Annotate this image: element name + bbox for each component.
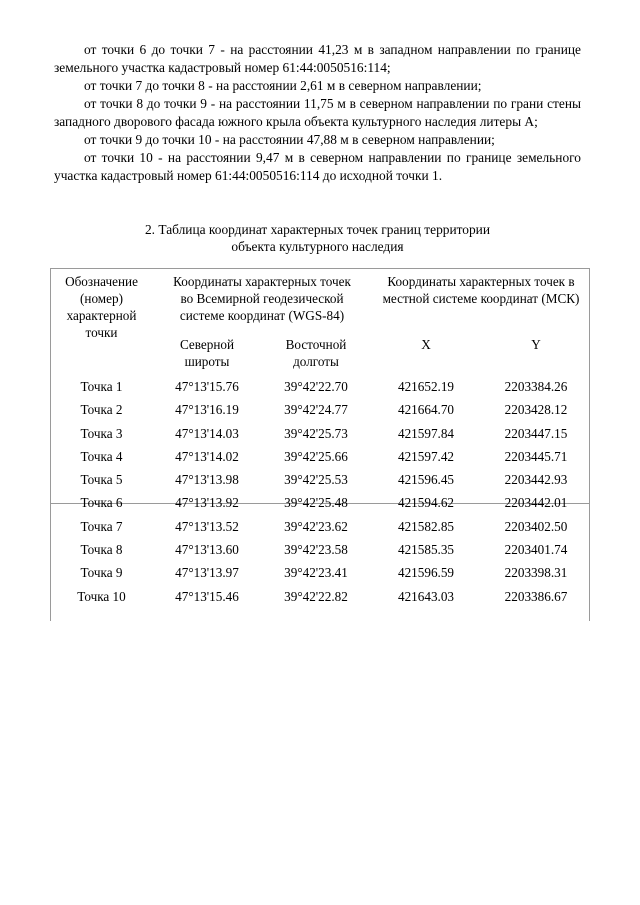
point-longitude: 39°42'23.58 <box>284 542 348 558</box>
point-latitude: 47°13'14.03 <box>175 425 239 441</box>
header-wgs84: Координаты характерных точек во Всемирной геодезической системе координат (WGS-84) <box>173 274 351 323</box>
point-name: Точка 2 <box>80 402 123 418</box>
table-row <box>50 375 591 398</box>
point-y: 2203386.67 <box>504 588 568 604</box>
table-row <box>50 491 591 514</box>
point-latitude: 47°13'13.97 <box>175 565 239 581</box>
point-latitude: 47°13'16.19 <box>175 402 239 418</box>
point-y: 2203428.12 <box>504 402 568 418</box>
point-latitude: 47°13'13.52 <box>175 518 239 534</box>
subheader-x: X <box>421 337 431 352</box>
point-latitude: 47°13'15.46 <box>175 588 239 604</box>
point-x: 421585.35 <box>397 542 455 558</box>
table-title-line: 2. Таблица координат характерных точек границ территории <box>144 222 491 237</box>
point-longitude: 39°42'22.70 <box>284 379 348 394</box>
paragraph: от точки 8 до точки 9 - на расстоянии 11,75 м в северном направлении по грани стены западного дворового фасада южного крыла объекта культурного наследия литеры А; <box>54 96 581 129</box>
point-x: 421582.85 <box>397 518 455 534</box>
point-longitude: 39°42'25.66 <box>284 448 348 464</box>
point-latitude: 47°13'13.60 <box>175 542 239 558</box>
point-longitude: 39°42'24.77 <box>284 402 348 418</box>
point-longitude: 39°42'23.62 <box>284 518 348 534</box>
point-y: 2203384.26 <box>504 379 568 394</box>
point-y: 2203447.15 <box>504 425 568 441</box>
table-row <box>50 561 591 584</box>
point-name: Точка 4 <box>80 448 123 464</box>
point-x: 421597.84 <box>397 425 455 441</box>
paragraph: от точки 9 до точки 10 - на расстоянии 47,88 м в северном направлении; <box>84 132 495 147</box>
point-x: 421596.59 <box>397 565 455 581</box>
subheader-y: Y <box>531 337 541 352</box>
point-x: 421664.70 <box>397 402 455 418</box>
point-name: Точка 1 <box>80 379 123 394</box>
header-msk: Координаты характерных точек в местной системе координат (МСК) <box>382 274 580 306</box>
table-title-line: объекта культурного наследия <box>231 239 404 254</box>
point-x: 421597.42 <box>397 448 455 464</box>
point-longitude: 39°42'22.82 <box>284 588 348 604</box>
paragraph: от точки 6 до точки 7 - на расстоянии 41,23 м в западном направлении по границе земельного участка кадастровый номер 61:44:0050516:114; <box>54 42 581 75</box>
point-latitude: 47°13'13.92 <box>175 495 239 511</box>
table-title <box>54 221 581 255</box>
table-row <box>50 422 591 445</box>
point-latitude: 47°13'13.98 <box>175 472 239 488</box>
point-longitude: 39°42'25.73 <box>284 425 348 441</box>
point-y: 2203442.01 <box>504 495 568 511</box>
coordinates-table <box>50 268 591 608</box>
boundary-description <box>54 41 581 185</box>
table-row <box>50 398 591 421</box>
table-row <box>50 468 591 491</box>
point-name: Точка 10 <box>77 588 126 604</box>
point-y: 2203402.50 <box>504 518 568 534</box>
point-latitude: 47°13'15.76 <box>175 379 239 394</box>
point-longitude: 39°42'25.48 <box>284 495 348 511</box>
point-y: 2203442.93 <box>504 472 568 488</box>
table-row <box>50 515 591 538</box>
point-y: 2203401.74 <box>504 542 568 558</box>
point-longitude: 39°42'23.41 <box>284 565 348 581</box>
point-x: 421594.62 <box>397 495 455 511</box>
point-name: Точка 9 <box>80 565 123 581</box>
subheader-north: Северной широты <box>179 337 235 369</box>
point-y: 2203445.71 <box>504 448 568 464</box>
point-name: Точка 6 <box>80 495 123 511</box>
point-x: 421596.45 <box>397 472 455 488</box>
point-x: 421643.03 <box>397 588 455 604</box>
point-y: 2203398.31 <box>504 565 568 581</box>
point-latitude: 47°13'14.02 <box>175 448 239 464</box>
point-name: Точка 7 <box>80 518 123 534</box>
header-designation: Обозначение (номер) характерной точки <box>65 274 138 340</box>
point-x: 421652.19 <box>397 379 455 394</box>
paragraph: от точки 10 - на расстоянии 9,47 м в северном направлении по границе земельного участка кадастровый номер 61:44:0050516:114 до исходной точки 1. <box>54 150 581 183</box>
paragraph: от точки 7 до точки 8 - на расстоянии 2,61 м в северном направлении; <box>84 78 482 93</box>
point-longitude: 39°42'25.53 <box>284 472 348 488</box>
point-name: Точка 3 <box>80 425 123 441</box>
point-name: Точка 8 <box>80 542 123 558</box>
subheader-east: Восточной долготы <box>285 337 347 369</box>
table-row <box>50 585 591 608</box>
table-row <box>50 538 591 561</box>
table-row <box>50 445 591 468</box>
point-name: Точка 5 <box>80 472 123 488</box>
